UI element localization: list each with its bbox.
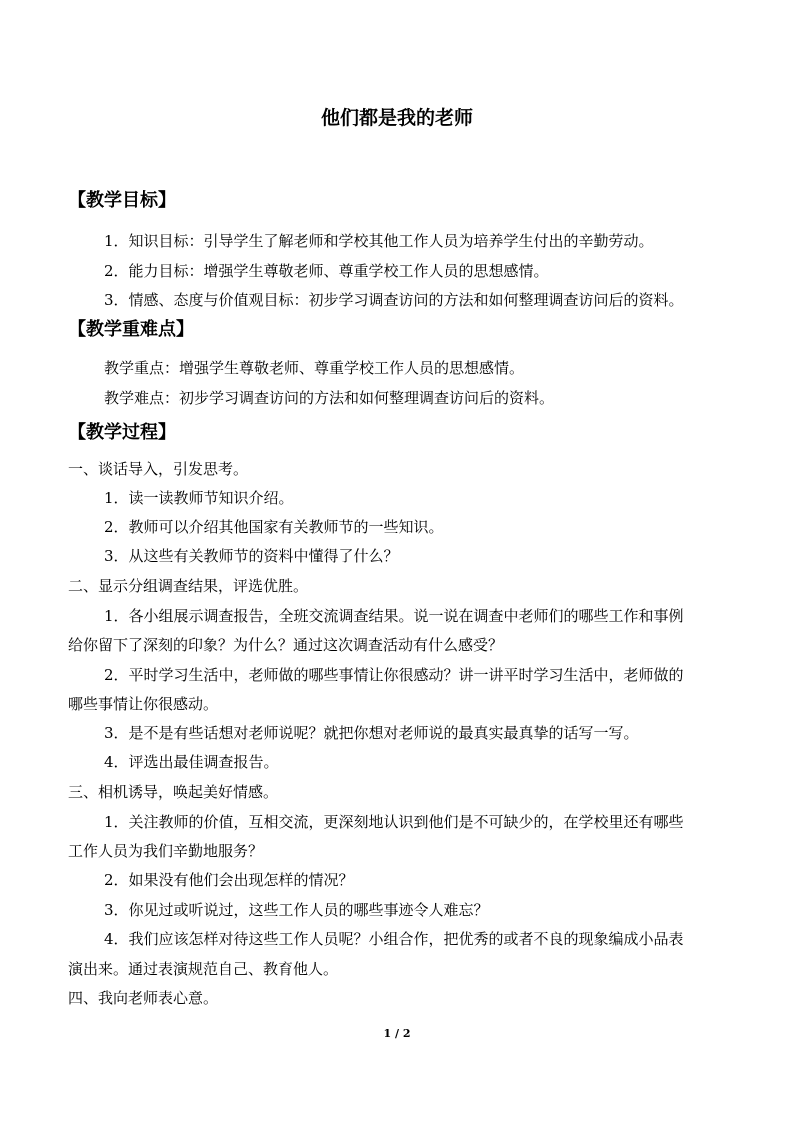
- process-line: 工作人员为我们辛勤地服务？: [68, 842, 264, 860]
- process-line: 1．关注教师的价值，互相交流，更深刻地认识到他们是不可缺少的，在学校里还有哪些: [104, 813, 684, 831]
- process-step-heading: 二、显示分组调查结果，评选优胜。: [68, 577, 309, 595]
- process-step-heading: 一、谈话导入，引发思考。: [68, 460, 249, 478]
- section-heading-process: 【教学过程】: [68, 422, 176, 443]
- keypoint-item: 教学重点：增强学生尊敬老师、尊重学校工作人员的思想感情。: [104, 359, 525, 377]
- process-line: 哪些事情让你很感动。: [68, 695, 219, 713]
- process-line: 2．如果没有他们会出现怎样的情况？: [104, 871, 354, 889]
- process-line: 演出来。通过表演规范自己、教育他人。: [68, 960, 339, 978]
- process-line: 2．平时学习生活中，老师做的哪些事情让你很感动？讲一讲平时学习生活中，老师做的: [104, 666, 684, 684]
- goal-item: 3．情感、态度与价值观目标：初步学习调查访问的方法和如何整理调查访问后的资料。: [104, 291, 684, 309]
- process-line: 3．是不是有些话想对老师说呢？就把你想对老师说的最真实最真挚的话写一写。: [104, 724, 639, 742]
- goal-item: 2．能力目标：增强学生尊敬老师、尊重学校工作人员的思想感情。: [104, 262, 549, 280]
- process-line: 4．评选出最佳调查报告。: [104, 753, 279, 771]
- process-line: 1．各小组展示调查报告，全班交流调查结果。说一说在调查中老师们的哪些工作和事例: [104, 607, 684, 625]
- section-heading-keypoints: 【教学重难点】: [68, 319, 194, 340]
- process-line: 3．从这些有关教师节的资料中懂得了什么？: [104, 547, 399, 565]
- process-step-heading: 三、相机诱导，唤起美好情感。: [68, 783, 279, 801]
- page-number: 1 / 2: [383, 1027, 411, 1040]
- process-line: 4．我们应该怎样对待这些工作人员呢？小组合作，把优秀的或者不良的现象编成小品表: [104, 930, 684, 948]
- process-line: 2．教师可以介绍其他国家有关教师节的一些知识。: [104, 518, 444, 536]
- process-line: 给你留下了深刻的印象？为什么？通过这次调查活动有什么感受？: [68, 636, 504, 654]
- goal-item: 1．知识目标：引导学生了解老师和学校其他工作人员为培养学生付出的辛勤劳动。: [104, 232, 654, 250]
- process-line: 1．读一读教师节知识介绍。: [104, 489, 294, 507]
- process-step-heading: 四、我向老师表心意。: [68, 989, 219, 1007]
- keypoint-item: 教学难点：初步学习调查访问的方法和如何整理调查访问后的资料。: [104, 389, 555, 407]
- document-title: 他们都是我的老师: [320, 107, 473, 129]
- process-line: 3．你见过或听说过，这些工作人员的哪些事迹令人难忘？: [104, 901, 489, 919]
- section-heading-goals: 【教学目标】: [68, 190, 176, 211]
